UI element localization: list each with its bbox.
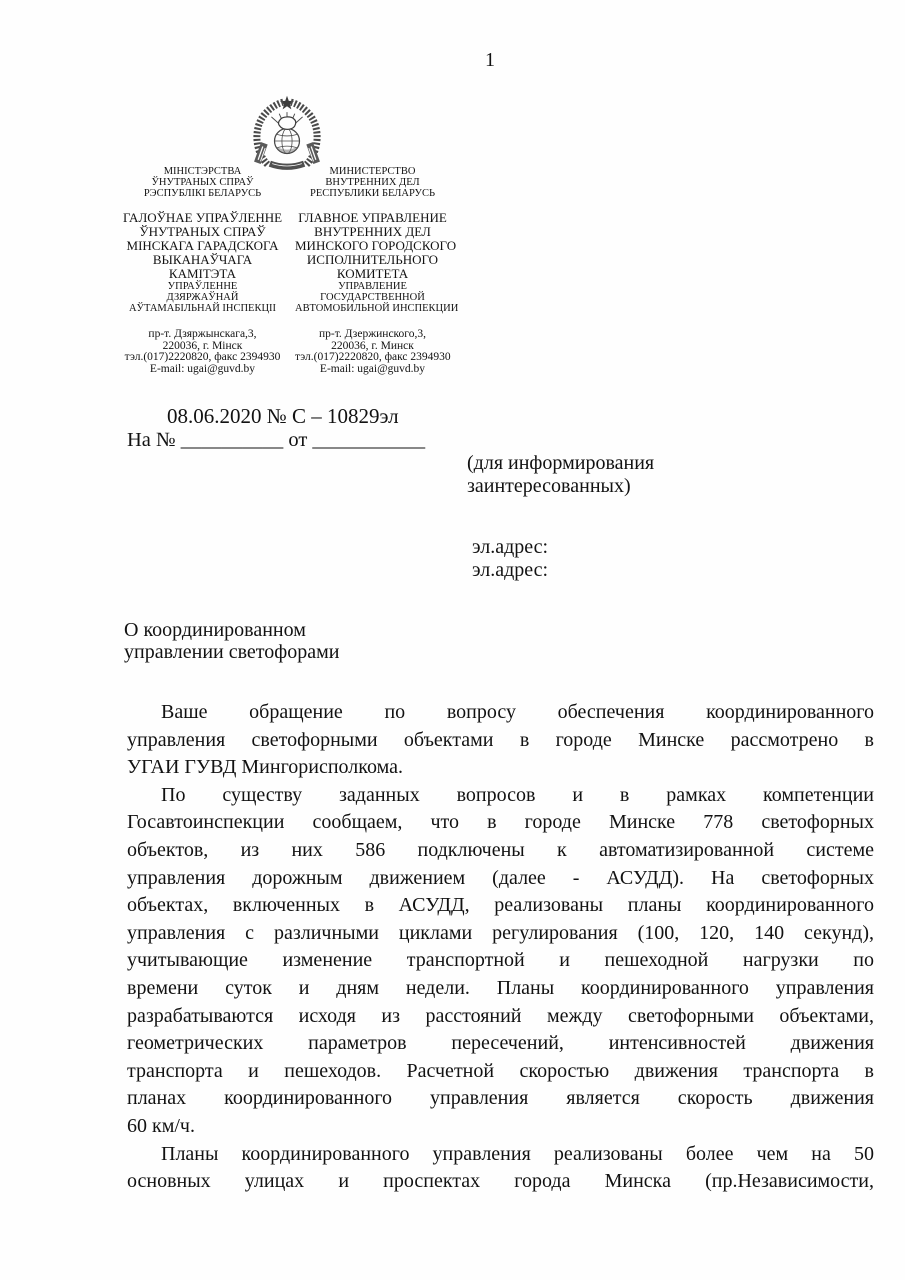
reference-block (127, 404, 687, 452)
letterhead-belarusian (120, 166, 285, 375)
subject-line: управлении светофорами (124, 641, 340, 663)
division-name-line: ГОСУДАРСТВЕННОЙ (320, 292, 425, 303)
address-line: 220036, г. Мінск (162, 339, 243, 352)
subject (124, 619, 454, 663)
division-name-line: АЎТАМАБІЛЬНАЙ ІНСПЕКЦІІ (128, 303, 277, 314)
department-name-line: МИНСКОГО ГОРОДСКОГО (295, 238, 457, 253)
division-name-line: УПРАЎЛЕННЕ (167, 281, 238, 292)
body-line: основных улицах и проспектах города Минска (пр.Независимости, (127, 1170, 874, 1193)
recipient-note-line: заинтересованных) (467, 474, 631, 497)
department-name-line: ЎНУТРАНЫХ СПРАЎ (139, 224, 266, 239)
email-address-block (472, 536, 672, 581)
address-block (295, 329, 450, 375)
body-line: объектов, из них 586 подключены к автоматизированной системе (127, 838, 874, 861)
department-name-line: КАМІТЭТА (168, 266, 237, 281)
department-name-line: ГАЛОЎНАЕ УПРАЎЛЕННЕ (122, 210, 283, 225)
ministry-name-line: РЕСПУБЛИКИ БЕЛАРУСЬ (309, 188, 435, 199)
letterhead (120, 166, 459, 375)
body-line: Ваше обращение по вопросу обеспечения координированного (161, 701, 874, 723)
department-name (120, 211, 285, 281)
body-line: управления светофорными объектами в городе Минске рассмотрено в (127, 728, 874, 751)
body-line: Госавтоинспекции сообщаем, что в городе Минске 778 светофорных (127, 811, 874, 834)
ministry-name (295, 166, 450, 199)
body-line: разрабатываются исходя из расстояний между светофорными объектами, (127, 1004, 874, 1027)
body-line: управления дорожным движением (далее - АСУДД). На светофорных (127, 866, 874, 889)
ministry-name-line: МІНІСТЭРСТВА (163, 166, 242, 177)
division-name (120, 281, 285, 314)
address-line: пр-т. Дзержинского,3, (319, 328, 426, 340)
department-name-line: ГЛАВНОЕ УПРАВЛЕНИЕ (298, 210, 447, 225)
body-line: времени суток и дням недели. Планы координированного управления (127, 976, 874, 999)
body-line: управления с различными циклами регулирования (100, 120, 140 секунд), (127, 921, 874, 944)
body-line: планах координированного управления является скорость движения (127, 1087, 874, 1110)
ministry-name-line: ВНУТРЕННИХ ДЕЛ (325, 177, 420, 188)
body-line: Планы координированного управления реализованы более чем на 50 (161, 1142, 874, 1165)
ministry-name-line: ЎНУТРАНЫХ СПРАЎ (151, 177, 254, 188)
department-name (295, 210, 457, 281)
letterhead-russian (295, 166, 459, 375)
address-block (120, 329, 285, 375)
body-line: учитывающие изменение транспортной и пешеходной нагрузки по (127, 949, 874, 972)
division-name-line: УПРАВЛЕНИЕ (338, 281, 407, 292)
department-name-line: ВНУТРЕННИХ ДЕЛ (314, 224, 431, 239)
body-line: транспорта и пешеходов. Расчетной скоростью движения транспорта в (127, 1059, 874, 1082)
body-line: 60 км/ч. (127, 1114, 195, 1137)
email-label: эл.адрес: (472, 558, 549, 581)
body-line: объектах, включенных в АСУДД, реализованы планы координированного (127, 894, 874, 917)
address-line: E-mail: ugai@guvd.by (319, 362, 426, 375)
recipient-note-line: (для информирования (467, 452, 655, 474)
reply-reference-line: На № __________ от ___________ (127, 429, 426, 451)
email-label: эл.адрес: (472, 536, 549, 558)
division-name-line: АВТОМОБИЛЬНОЙ ИНСПЕКЦИИ (295, 303, 459, 314)
department-name-line: МІНСКАГА ГАРАДСКОГА (126, 238, 279, 253)
body-line: геометрических параметров пересечений, интенсивностей движения (127, 1032, 874, 1055)
ministry-name (120, 166, 285, 199)
address-line: тэл.(017)2220820, факс 2394930 (124, 351, 281, 363)
body-line: По существу заданных вопросов и в рамках компетенции (161, 783, 874, 806)
division-name-line: ДЗЯРЖАЎНАЙ (166, 292, 239, 303)
ministry-name-line: МИНИСТЕРСТВО (329, 166, 416, 177)
subject-line: О координированном (124, 619, 306, 641)
division-name (295, 281, 459, 314)
page-number: 1 (485, 49, 495, 71)
coat-of-arms-icon (248, 95, 326, 173)
body-line: УГАИ ГУВД Мингорисполкома. (127, 756, 403, 779)
address-line: тэл.(017)2220820, факс 2394930 (295, 351, 451, 363)
recipient-note (467, 452, 757, 497)
address-line: 220036, г. Минск (331, 339, 414, 352)
letter-body (127, 699, 874, 1196)
department-name-line: ИСПОЛНИТЕЛЬНОГО (306, 252, 439, 267)
ministry-name-line: РЭСПУБЛІКІ БЕЛАРУСЬ (143, 188, 262, 199)
department-name-line: ВЫКАНАЎЧАГА (152, 252, 253, 267)
address-line: E-mail: ugai@guvd.by (149, 362, 256, 375)
outgoing-date-number: 08.06.2020 № С – 10829эл (167, 404, 399, 428)
address-line: пр-т. Дзяржынскага,3, (148, 328, 257, 340)
department-name-line: КОМИТЕТА (336, 266, 409, 281)
